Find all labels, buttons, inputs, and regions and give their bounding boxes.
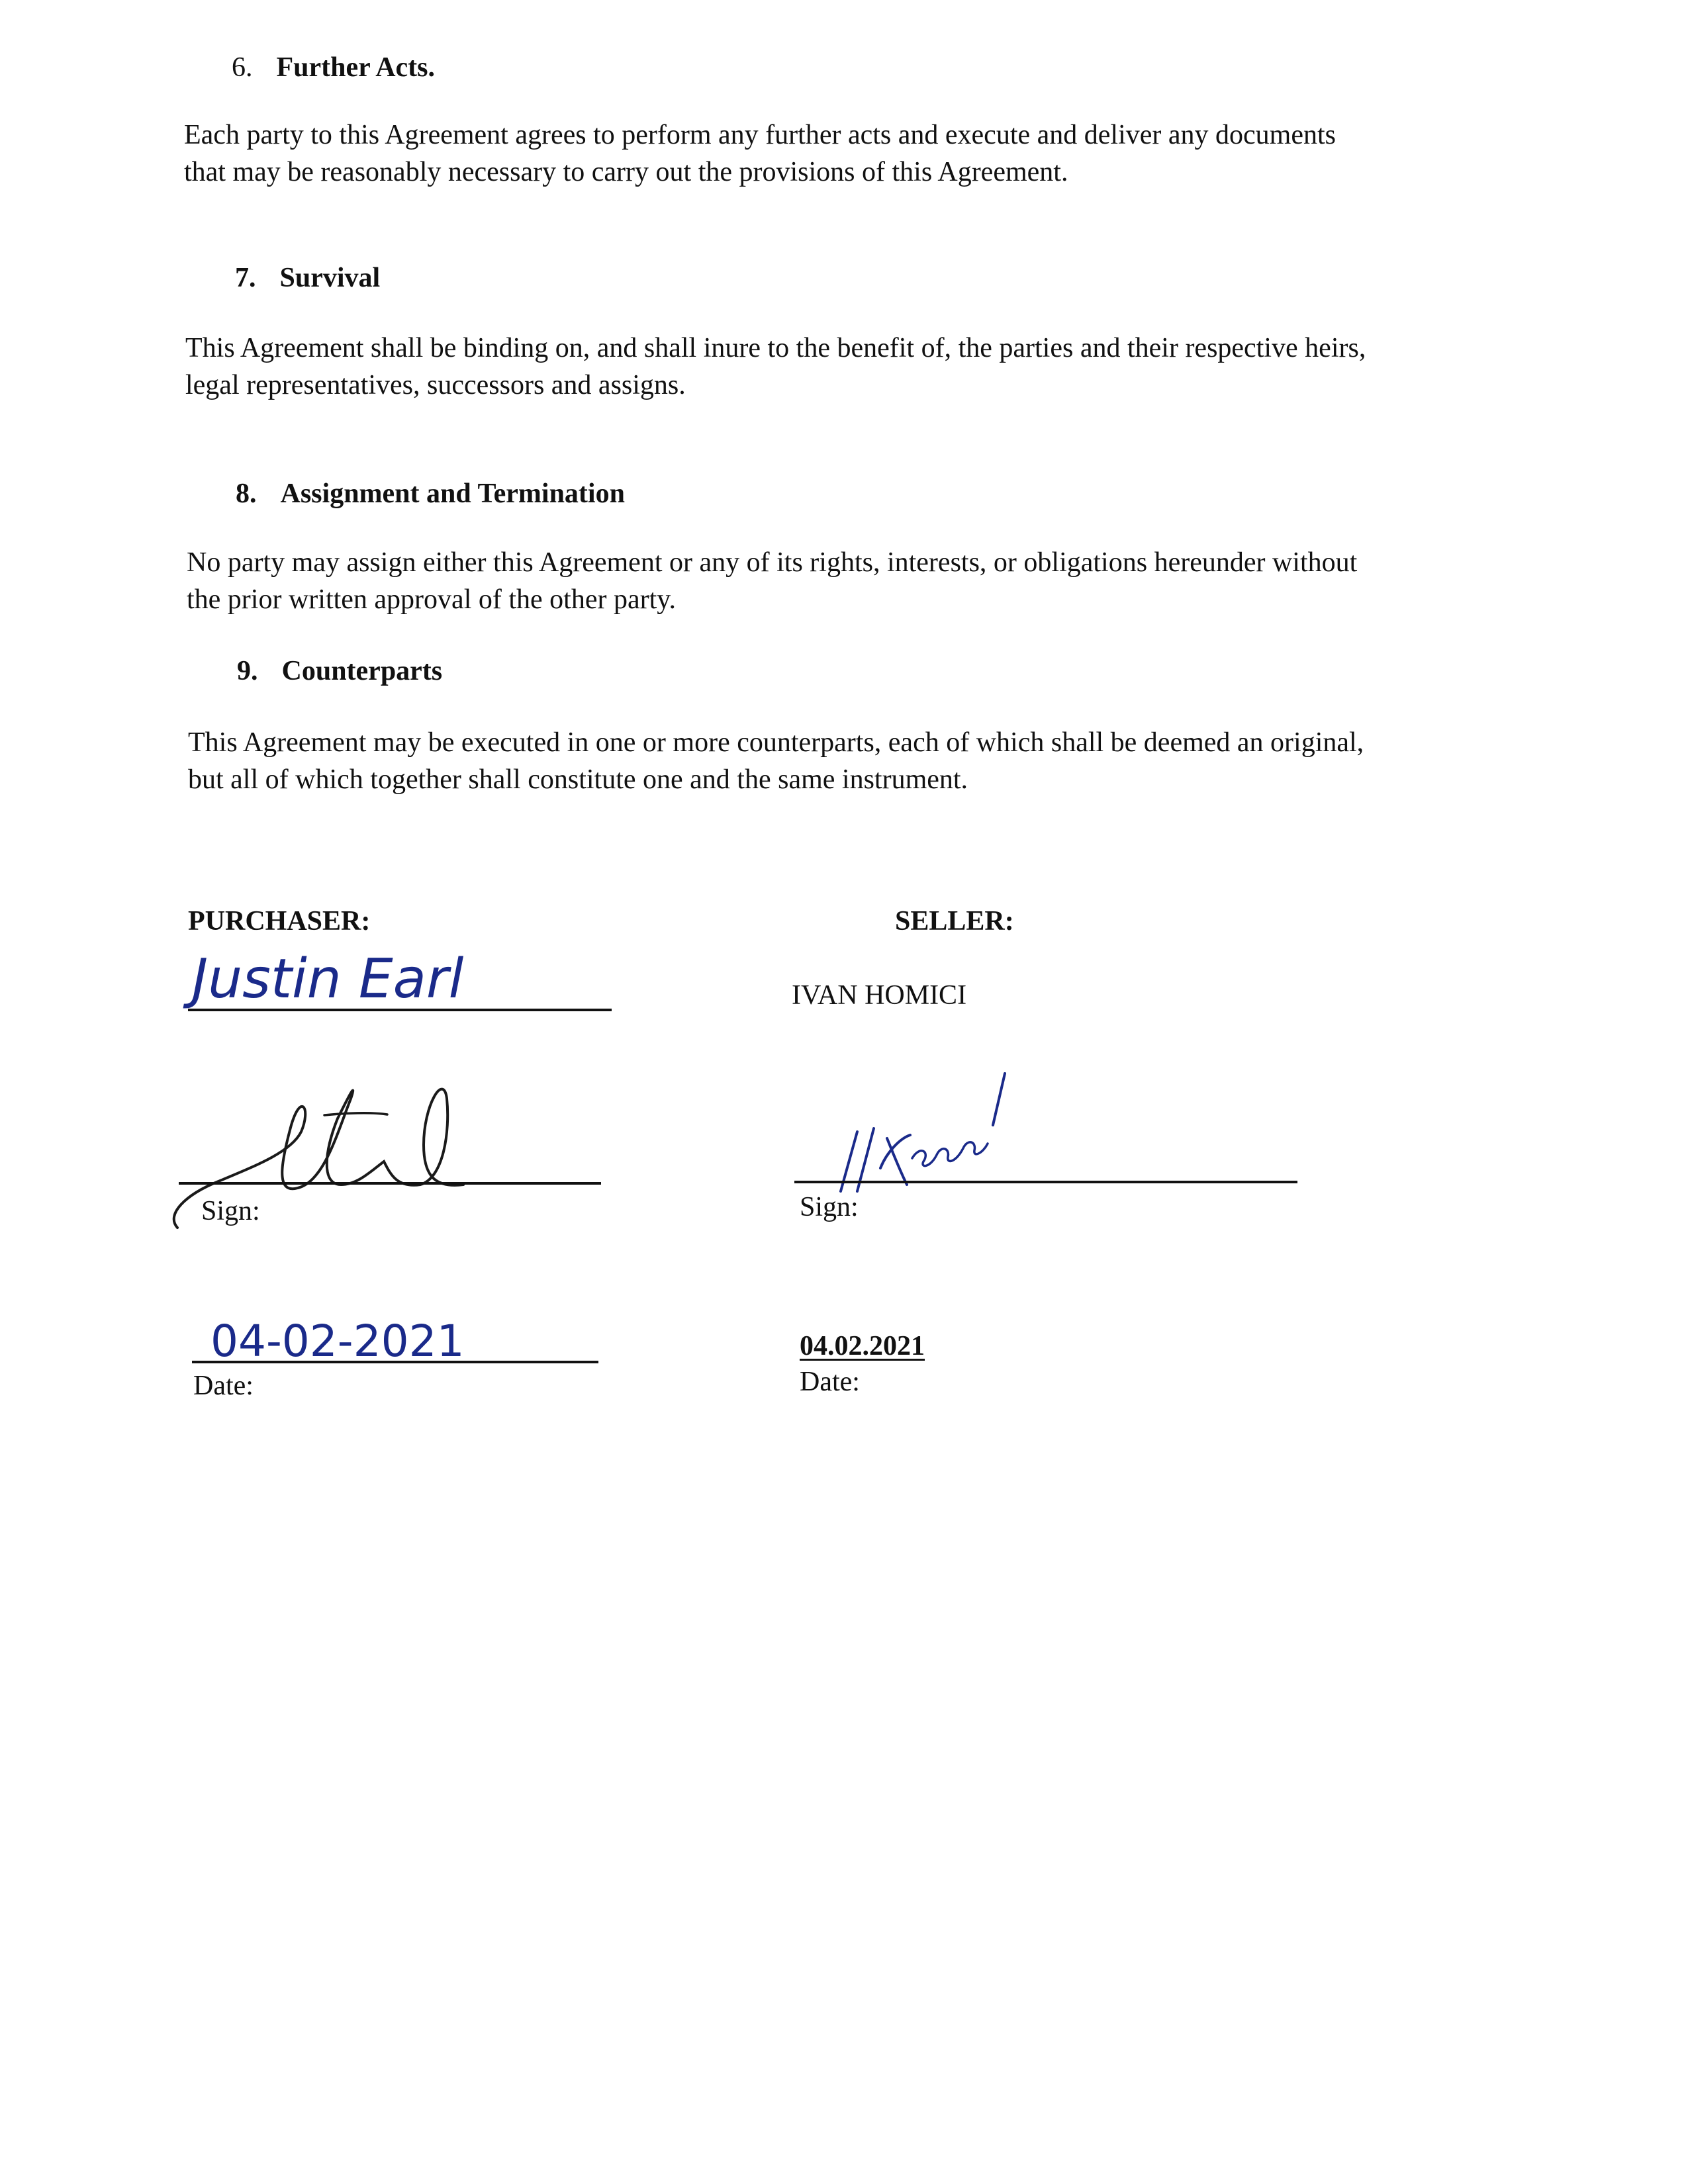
purchaser-sign-label: Sign:: [201, 1196, 260, 1226]
seller-sign-label: Sign:: [800, 1192, 859, 1222]
paragraph-line: No party may assign either this Agreement or any of its rights, interests, or obligations hereunder without: [187, 547, 1358, 578]
paragraph-line: This Agreement may be executed in one or more counterparts, each of which shall be deemed an original,: [188, 727, 1364, 758]
purchaser-date-line: [192, 1361, 598, 1363]
purchaser-handwritten-name: Justin Earl: [192, 948, 464, 1011]
purchaser-label: PURCHASER:: [188, 906, 371, 936]
seller-name: IVAN HOMICI: [792, 980, 967, 1011]
section-6-heading: [232, 52, 435, 83]
paragraph-line: legal representatives, successors and assigns.: [185, 370, 686, 400]
seller-sign-line: [794, 1181, 1297, 1183]
paragraph-line: the prior written approval of the other party.: [187, 584, 677, 615]
section-number: 6.: [232, 52, 253, 83]
paragraph-line: that may be reasonably necessary to carry out the provisions of this Agreement.: [184, 157, 1068, 187]
section-number: 9.: [237, 656, 258, 686]
purchaser-date-label: Date:: [193, 1371, 254, 1401]
section-number: 7.: [235, 263, 256, 293]
section-title: Counterparts: [281, 656, 443, 686]
seller-label: SELLER:: [895, 906, 1014, 936]
purchaser-sign-line: [179, 1182, 601, 1185]
section-9-heading: [237, 655, 442, 687]
section-title: Further Acts.: [276, 52, 436, 83]
section-8-heading: [236, 478, 625, 510]
paragraph-line: but all of which together shall constitute one and the same instrument.: [188, 764, 968, 795]
section-9-body: [188, 724, 1525, 798]
seller-date-label: Date:: [800, 1367, 860, 1397]
section-7-body: [185, 330, 1523, 404]
section-title: Assignment and Termination: [280, 478, 625, 509]
paragraph-line: Each party to this Agreement agrees to perform any further acts and execute and deliver any documents: [184, 120, 1336, 150]
section-number: 8.: [236, 478, 257, 509]
paragraph-line: This Agreement shall be binding on, and shall inure to the benefit of, the parties and their respective heirs,: [185, 333, 1366, 363]
section-8-body: [187, 544, 1524, 618]
purchaser-handwritten-date: 04-02-2021: [211, 1316, 465, 1367]
purchaser-name-line: [188, 1009, 612, 1011]
section-6-body: [184, 116, 1521, 191]
seller-date: 04.02.2021: [800, 1331, 925, 1361]
section-title: Survival: [279, 263, 381, 293]
section-7-heading: [235, 262, 380, 294]
